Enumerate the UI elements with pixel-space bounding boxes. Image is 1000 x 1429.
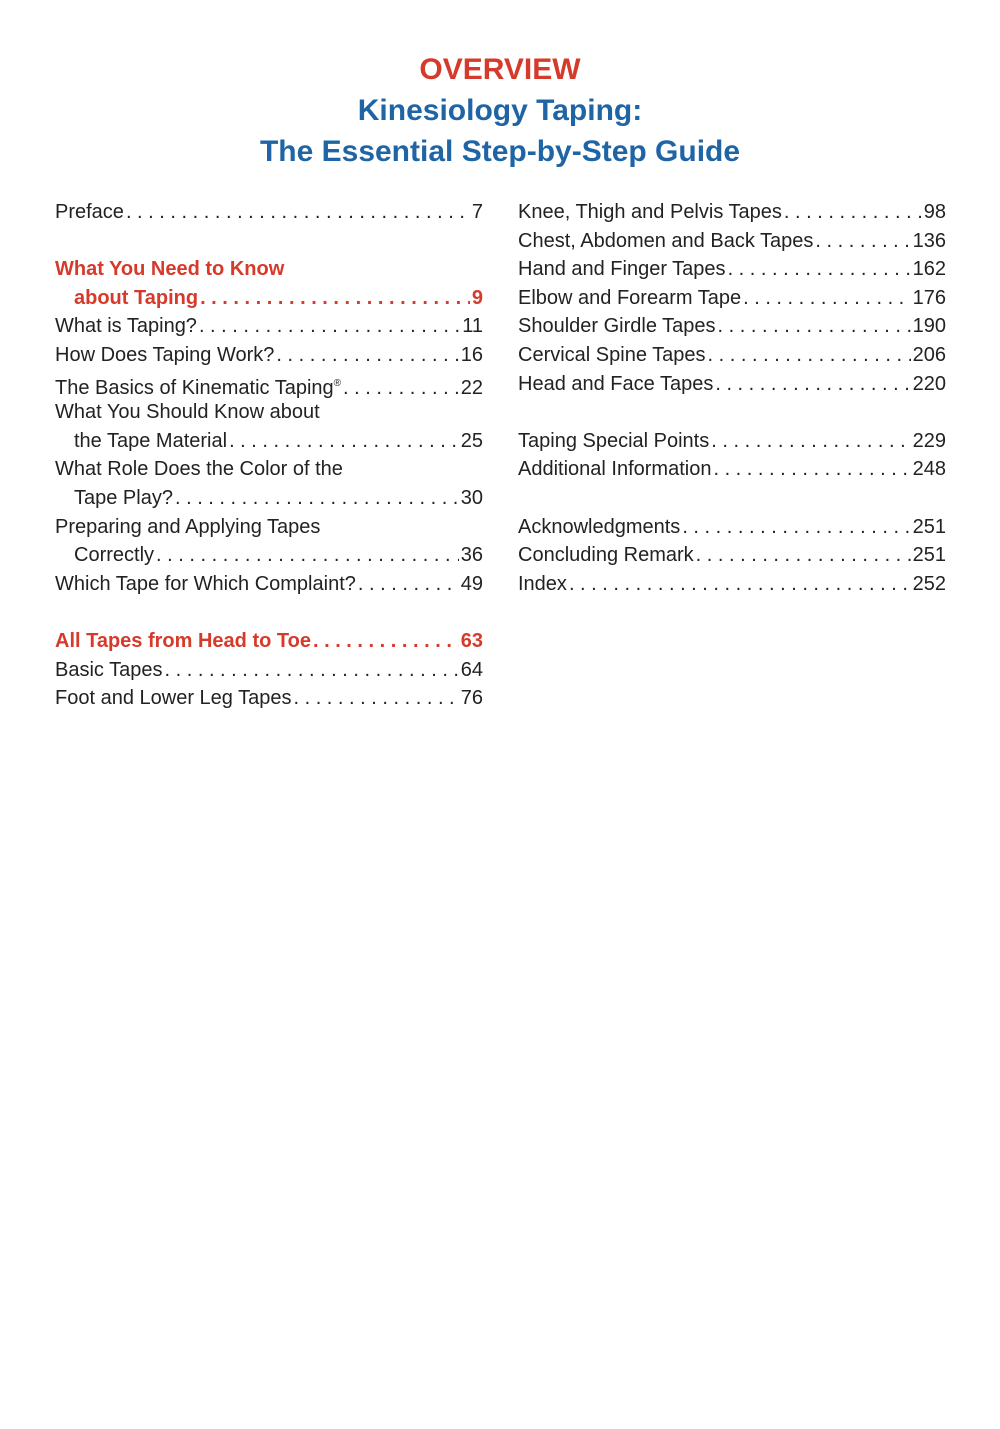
dot-leader — [358, 570, 459, 599]
toc-label: Correctly — [74, 544, 155, 567]
toc-page: 206 — [912, 343, 946, 366]
toc-label: Hand and Finger Tapes — [518, 258, 726, 281]
spacer — [55, 598, 483, 627]
toc-entry-concluding[interactable] — [518, 541, 946, 570]
dot-leader — [343, 374, 459, 403]
toc-page: 220 — [912, 372, 946, 395]
toc-page: 64 — [460, 658, 483, 681]
toc-label: Preface — [55, 201, 124, 223]
toc-page: 162 — [912, 258, 946, 281]
toc-entry-knee[interactable] — [518, 198, 946, 227]
toc-section-heading-cont[interactable] — [55, 284, 483, 313]
dot-leader — [696, 541, 911, 570]
book-title-line2: The Essential Step-by-Step Guide — [259, 135, 741, 168]
toc-page: 16 — [460, 343, 483, 366]
dot-leader — [175, 484, 459, 513]
dot-leader — [199, 312, 460, 341]
dot-leader — [728, 255, 911, 284]
dot-leader — [156, 541, 459, 570]
toc-entry-preparing-cont[interactable] — [55, 541, 483, 570]
toc-entry-elbow[interactable] — [518, 284, 946, 313]
toc-section-heading[interactable]: What You Need to Know — [55, 258, 285, 281]
toc-label: Which Tape for Which Complaint? — [55, 572, 356, 595]
toc-entry-additional[interactable] — [518, 455, 946, 484]
dot-leader — [715, 370, 910, 399]
toc-entry-special-points[interactable] — [518, 427, 946, 456]
toc-label: Additional Information — [518, 458, 712, 481]
toc-entry-which-tape[interactable] — [55, 570, 483, 599]
toc-entry-cervical[interactable] — [518, 341, 946, 370]
dot-leader — [784, 198, 922, 227]
toc-page: 11 — [462, 315, 483, 338]
toc-page: 176 — [912, 286, 946, 309]
toc-entry-chest[interactable] — [518, 227, 946, 256]
dot-leader — [229, 427, 459, 456]
toc-page: 7 — [471, 201, 483, 223]
toc-entry-shoulder[interactable] — [518, 312, 946, 341]
book-title-line1: Kinesiology Taping: — [357, 94, 643, 127]
spacer — [55, 227, 483, 256]
dot-leader — [126, 198, 470, 227]
toc-page: 229 — [912, 429, 946, 452]
toc-page: 136 — [912, 229, 946, 252]
toc-label: Elbow and Forearm Tape — [518, 286, 742, 309]
toc-entry-index[interactable] — [518, 570, 946, 599]
toc-entry-color-role-cont[interactable] — [55, 484, 483, 513]
toc-page: 36 — [460, 544, 483, 567]
dot-leader — [713, 455, 910, 484]
registered-mark: ® — [333, 377, 342, 389]
toc-page: 251 — [912, 515, 946, 538]
toc-page: 98 — [923, 201, 946, 223]
toc-entry-preparing[interactable]: Preparing and Applying Tapes — [55, 515, 321, 538]
dot-leader — [293, 684, 458, 713]
dot-leader — [200, 284, 470, 313]
toc-page: 22 — [460, 376, 483, 399]
toc-label: All Tapes from Head to Toe — [55, 629, 311, 652]
toc-entry-basic-tapes[interactable] — [55, 656, 483, 685]
toc-label: Concluding Remark — [518, 544, 694, 567]
toc-label: Foot and Lower Leg Tapes — [55, 687, 292, 710]
toc-label: Chest, Abdomen and Back Tapes — [518, 229, 814, 252]
toc-entry-hand[interactable] — [518, 255, 946, 284]
toc-entry-color-role[interactable]: What Role Does the Color of the — [55, 458, 343, 481]
page-header — [0, 50, 1000, 172]
spacer — [518, 398, 946, 427]
toc-label: about Taping — [74, 286, 199, 309]
toc-right-column — [518, 198, 946, 598]
dot-leader — [164, 656, 458, 685]
toc-label: Cervical Spine Tapes — [518, 343, 706, 366]
toc-page: 9 — [471, 286, 483, 309]
toc-left-column — [55, 198, 483, 713]
toc-page: 248 — [912, 458, 946, 481]
toc-label: Index — [518, 572, 567, 595]
dot-leader — [313, 627, 459, 656]
toc-label: Tape Play? — [74, 486, 173, 509]
toc-label: How Does Taping Work? — [55, 343, 275, 366]
dot-leader — [276, 341, 458, 370]
toc-page: 251 — [912, 544, 946, 567]
dot-leader — [711, 427, 910, 456]
toc-entry-head[interactable] — [518, 370, 946, 399]
toc-label-text: The Basics of Kinematic Taping — [55, 376, 334, 399]
toc-entry-basics[interactable] — [55, 370, 483, 399]
toc-entry-what-is-taping[interactable] — [55, 312, 483, 341]
dot-leader — [743, 284, 911, 313]
toc-label: What is Taping? — [55, 315, 197, 338]
dot-leader — [815, 227, 910, 256]
toc-entry-preface[interactable] — [55, 198, 483, 227]
spacer — [518, 484, 946, 513]
toc-entry-tape-material[interactable]: What You Should Know about — [55, 401, 320, 424]
dot-leader — [682, 513, 910, 542]
overview-heading: OVERVIEW — [419, 53, 581, 86]
toc-label: the Tape Material — [74, 429, 228, 452]
dot-leader — [569, 570, 911, 599]
toc-page: 252 — [912, 572, 946, 595]
toc-page: 25 — [460, 429, 483, 452]
toc-label: Knee, Thigh and Pelvis Tapes — [518, 201, 782, 223]
toc-entry-how-does-taping-work[interactable] — [55, 341, 483, 370]
toc-page: 30 — [460, 486, 483, 509]
toc-entry-tape-material-cont[interactable] — [55, 427, 483, 456]
toc-label: Basic Tapes — [55, 658, 163, 681]
toc-label: Shoulder Girdle Tapes — [518, 315, 716, 338]
toc-page: 190 — [912, 315, 946, 338]
toc-entry-acknowledgments[interactable] — [518, 513, 946, 542]
toc-section-heading[interactable] — [55, 627, 483, 656]
toc-page: 49 — [460, 572, 483, 595]
toc-label: Taping Special Points — [518, 429, 710, 452]
toc-label: Head and Face Tapes — [518, 372, 714, 395]
toc-label: Acknowledgments — [518, 515, 681, 538]
toc-entry-foot-leg[interactable] — [55, 684, 483, 713]
dot-leader — [718, 312, 911, 341]
dot-leader — [708, 341, 911, 370]
toc-page: 63 — [460, 629, 483, 652]
toc-page: 76 — [460, 687, 483, 710]
